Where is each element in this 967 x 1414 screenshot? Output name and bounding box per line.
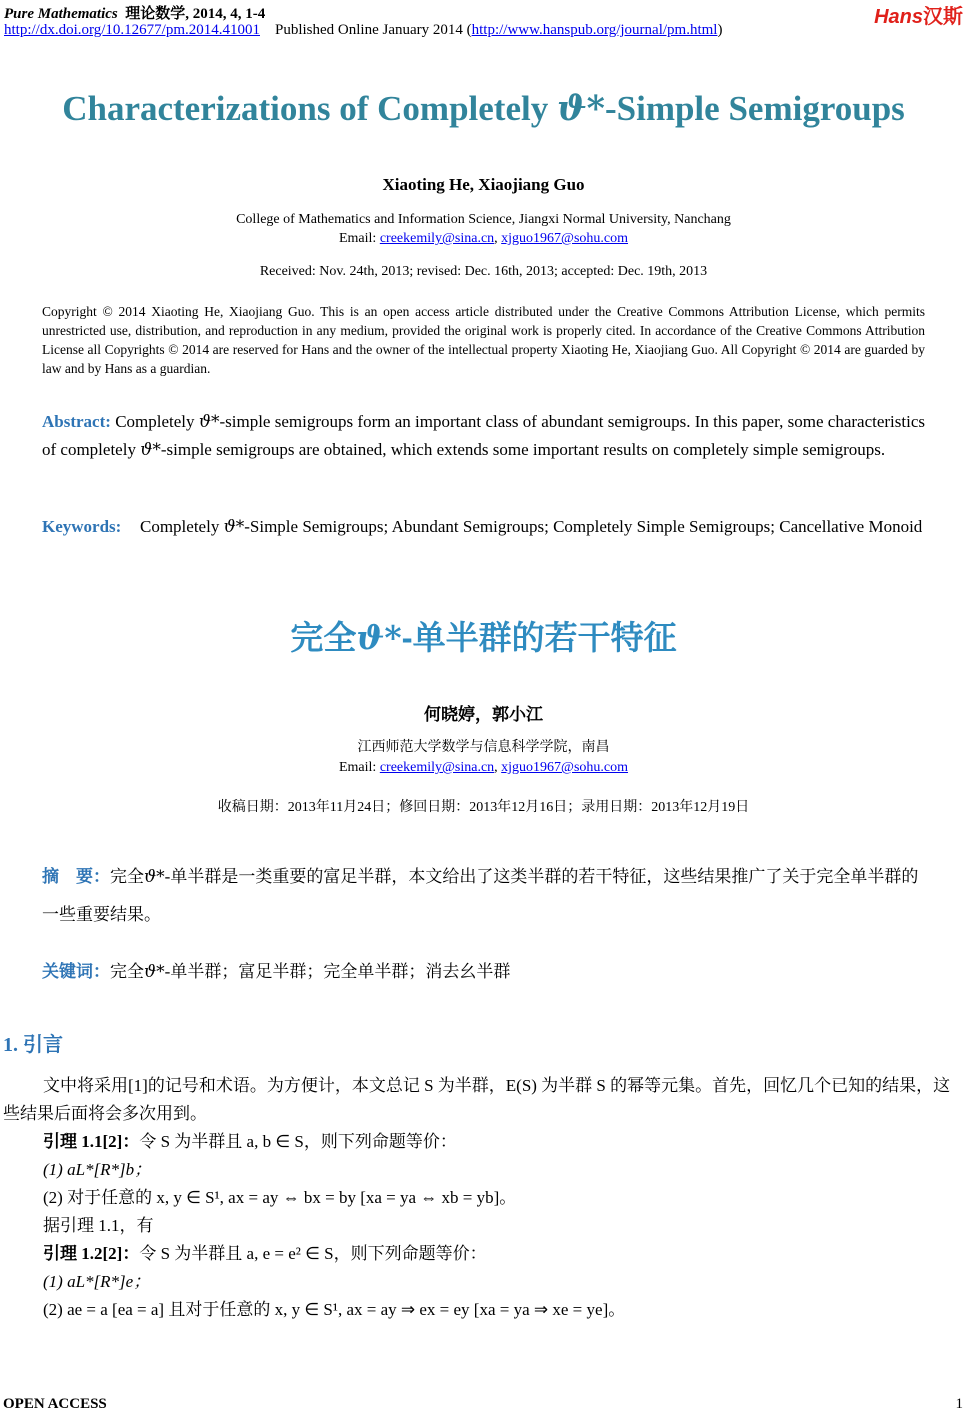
keywords-label: Keywords:: [42, 517, 122, 536]
theta-symbol: ϑ*: [144, 962, 165, 982]
abstract: [42, 408, 925, 464]
cn-abstract: [42, 858, 925, 934]
email-label: Email:: [338, 231, 380, 246]
by-lemma: 据引理 1.1，有: [43, 1216, 154, 1235]
received-dates: Received: Nov. 24th, 2013; revised: Dec. 16th, 2013; accepted: Dec. 19th, 2013: [259, 264, 708, 279]
email-link-2[interactable]: xjguo1967@sohu.com: [501, 760, 629, 775]
lemma-1-1-item-2: (2) 对于任意的 x, y ∈ S¹, ax = ay ⇔ bx = by [xa = ya ⇔ xb = yb]。: [43, 1188, 517, 1207]
abstract-1: Completely: [110, 412, 199, 431]
section-heading: 1. 引言: [3, 1034, 63, 1056]
cn-kw-2: -单半群；富足半群；完全单半群；消去幺半群: [164, 962, 511, 981]
lemma-text: 令 S 为半群且 a, b ∈ S，则下列命题等价：: [139, 1132, 457, 1151]
lemma-1-2-item-2: (2) ae = a [ea = a] 且对于任意的 x, y ∈ S¹, ax = ay ⇒ ex = ey [xa = ya ⇒ xe = ye]。: [43, 1300, 626, 1319]
cn-title-post: -单半群的若干特征: [401, 619, 677, 656]
cn-abstract-2: -单半群是一类重要的富足半群，本文给出了这类半群的若干特征，这些结果推广了关于完全单半群的一些重要结果。: [42, 867, 919, 924]
title-post: -Simple Semigroups: [604, 89, 905, 128]
cn-keywords: [42, 957, 510, 982]
theta-symbol: ϑ*: [556, 88, 605, 129]
lemma-1-2-item-1: (1) aL*[R*]e；: [43, 1272, 151, 1291]
cn-email-line: [0, 758, 967, 778]
affiliation-text: College of Mathematics and Information Science, Jiangxi Normal University, Nanchang: [236, 212, 731, 227]
section-body: [3, 1072, 965, 1324]
cn-title: [0, 612, 967, 659]
abstract-label: Abstract:: [42, 412, 111, 431]
intro-paragraph: 文中将采用[1]的记号和术语。为方便计，本文总记 S 为半群，E(S) 为半群 S 的幂等元集。首先，回忆几个已知的结果，这些结果后面将会多次用到。: [3, 1076, 951, 1123]
theta-symbol: ϑ*: [223, 517, 245, 537]
authors: Xiaoting He, Xiaojiang Guo: [382, 175, 585, 194]
paren: ): [717, 22, 723, 38]
doi-link[interactable]: http://dx.doi.org/10.12677/pm.2014.41001: [4, 22, 260, 38]
published-text: Published Online January 2014 (: [274, 22, 472, 38]
journal-info: 理论数学, 2014, 4, 1-4: [125, 6, 266, 22]
cn-abstract-label: 摘 要：: [42, 867, 110, 886]
lemma-1-1-item-1: (1) aL*[R*]b；: [43, 1160, 152, 1179]
logo-en: Hans: [874, 6, 923, 28]
open-access-label: OPEN ACCESS: [3, 1396, 107, 1412]
lemma-1-1: [3, 1128, 965, 1156]
email-link-1[interactable]: creekemily@sina.cn: [379, 760, 495, 775]
email-link-1[interactable]: creekemily@sina.cn: [379, 231, 495, 246]
doi-line: [4, 22, 722, 39]
paper-title: [0, 88, 967, 129]
email-link-2[interactable]: xjguo1967@sohu.com: [501, 231, 629, 246]
cn-kw-1: 完全: [110, 962, 144, 981]
affiliation: [0, 210, 967, 248]
lemma-label: 引理 1.1[2]：: [43, 1132, 140, 1151]
page-number: 1: [955, 1396, 963, 1412]
cn-received-dates: 收稿日期：2013年11月24日；修回日期：2013年12月16日；录用日期：2013年12月19日: [217, 800, 750, 815]
abstract-3: -simple semigroups are obtained, which extends some important results on completely simple semigroups.: [160, 440, 886, 459]
logo-cn: 汉斯: [923, 6, 963, 28]
journal-name: Pure Mathematics: [4, 6, 118, 22]
lemma-1-2: [3, 1240, 965, 1268]
cn-abstract-1: 完全: [110, 867, 144, 886]
lemma-label: 引理 1.2[2]：: [43, 1244, 140, 1263]
kw-1: Completely: [140, 517, 224, 536]
sep: ,: [494, 231, 502, 246]
cn-keywords-label: 关键词：: [42, 962, 110, 981]
journal-link[interactable]: http://www.hanspub.org/journal/pm.html: [471, 22, 718, 38]
keywords: [42, 514, 925, 540]
lemma-text: 令 S 为半群且 a, e = e² ∈ S，则下列命题等价：: [139, 1244, 487, 1263]
title-pre: Characterizations of Completely: [62, 89, 557, 128]
cn-affiliation: [0, 738, 967, 778]
hans-logo: [874, 0, 963, 29]
journal-header: [4, 2, 265, 23]
sep: ,: [494, 760, 502, 775]
email-line: [0, 229, 967, 248]
cn-authors: 何晓婷，郭小江: [424, 705, 543, 724]
theta-symbol: ϑ*: [198, 412, 220, 432]
cn-affiliation-text: 江西师范大学数学与信息科学学院，南昌: [357, 740, 610, 755]
theta-symbol: ϑ*: [144, 867, 165, 887]
kw-2: -Simple Semigroups; Abundant Semigroups; Completely Simple Semigroups; Cancellative Monoid: [244, 517, 923, 536]
theta-symbol: ϑ*: [140, 440, 161, 460]
copyright: Copyright © 2014 Xiaoting He, Xiaojiang Guo. This is an open access article distributed under the Creative Commons Attribution License, which permits unrestricted use, distribution, and reproduction in any medium, provided the original work is properly cited. In accordance of the Creative Commons Attribution License all Copyrights © 2014 are reserved for Hans and the owner of the intellectual property Xiaoting He, Xiaojiang Guo. All Copyright © 2014 are guarded by law and by Hans as a guardian.: [42, 304, 925, 376]
cn-title-pre: 完全: [290, 619, 357, 656]
email-label: Email:: [338, 760, 380, 775]
theta-symbol: ϑ*: [356, 618, 402, 657]
abstract-2: -simple semigroups form an important class of abundant semigroups. In this paper, some characteristics of completely: [42, 412, 925, 459]
